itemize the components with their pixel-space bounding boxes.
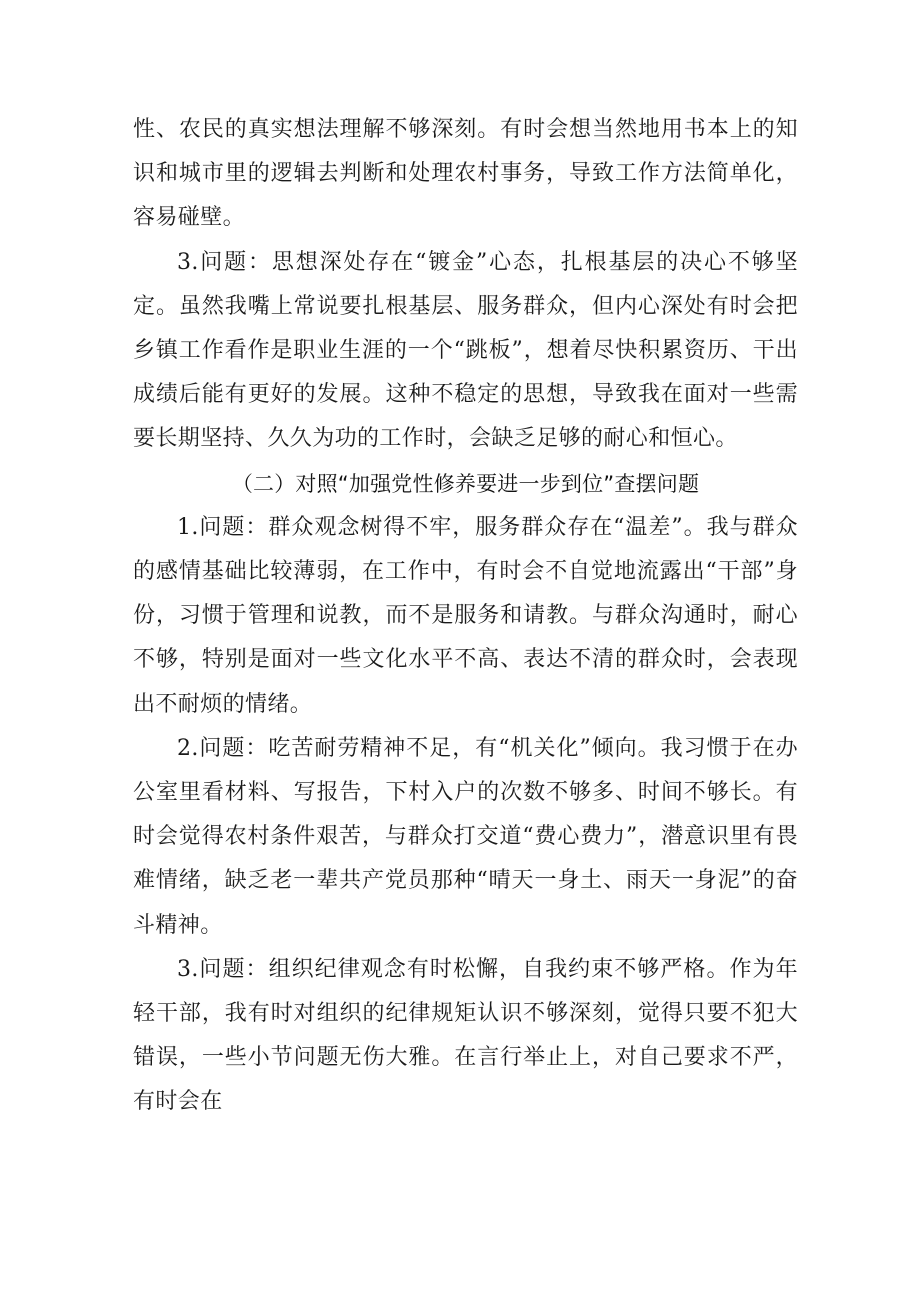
section-heading: （二）对照“加强党性修养要进一步到位”查摆问题 — [231, 471, 700, 496]
paragraph-section2-problem-2: 2.问题：吃苦耐劳精神不足，有“机关化”倾向。我习惯于在办公室里看材料、写报告，下村入户的次数不够多、时间不够长。有时会觉得农村条件艰苦，与群众打交道“费心费力”，潜意识里有畏难情绪，缺乏老一辈共产党员那种“晴天一身土、雨天一身泥”的奋斗精神。 — [133, 735, 798, 938]
paragraph-section2-problem-1: 1.问题：群众观念树得不牢，服务群众存在“温差”。我与群众的感情基础比较薄弱，在工作中，有时会不自觉地流露出“干部”身份，习惯于管理和说教，而不是服务和请教。与群众沟通时，耐心不够，特别是面对一些文化水平不高、表达不清的群众时，会表现出不耐烦的情绪。 — [133, 514, 798, 717]
paragraph-continuation: 性、农民的真实想法理解不够深刻。有时会想当然地用书本上的知识和城市里的逻辑去判断和处理农村事务，导致工作方法简单化，容易碰壁。 — [133, 117, 798, 231]
document-body — [133, 108, 798, 1125]
paragraph-section2-problem-3: 3.问题：组织纪律观念有时松懈，自我约束不够严格。作为年轻干部，我有时对组织的纪律规矩认识不够深刻，觉得只要不犯大错误，一些小节问题无伤大雅。在言行举止上，对自己要求不严，有时会在 — [133, 956, 798, 1115]
paragraph-problem-3: 3.问题：思想深处存在“镀金”心态，扎根基层的决心不够坚定。虽然我嘴上常说要扎根基层、服务群众，但内心深处有时会把乡镇工作看作是职业生涯的一个“跳板”，想着尽快积累资历、干出成绩后能有更好的发展。这种不稳定的思想，导致我在面对一些需要长期坚持、久久为功的工作时，会缺乏足够的耐心和恒心。 — [133, 249, 798, 452]
